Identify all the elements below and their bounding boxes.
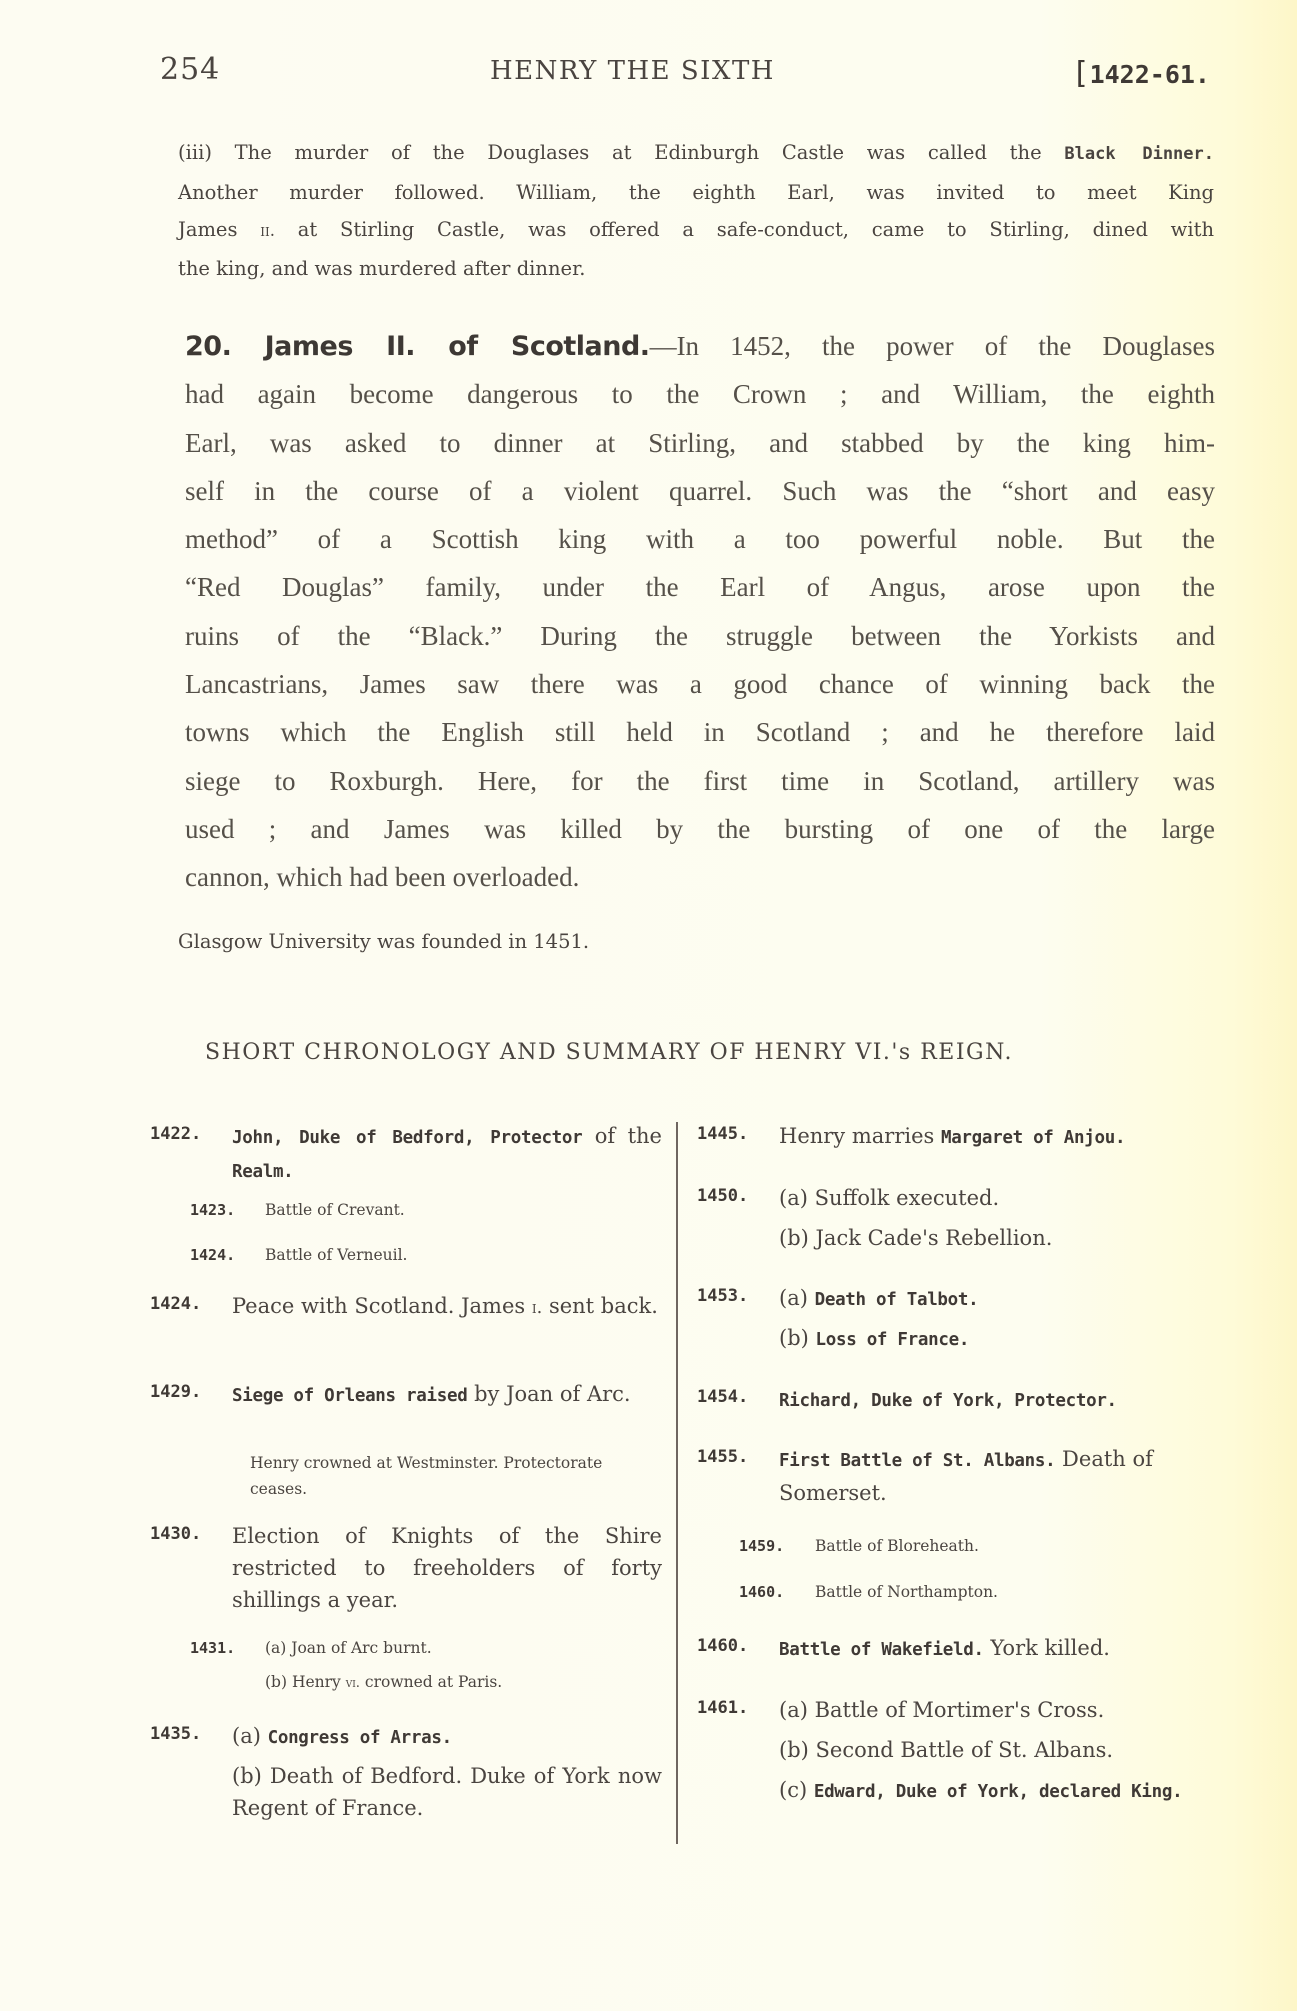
entry-text: Battle of Verneuil. [265, 1246, 408, 1264]
entry-text: (a) Battle of Mortimer's Cross. [779, 1698, 1105, 1722]
entry-text: Election of Knights of the Shire restricted to freeholders of forty shillings a year. [232, 1524, 662, 1612]
entry-text: Battle of Wakefield. York killed. [779, 1636, 1110, 1660]
note-line: the king, and was murdered after dinner. [178, 256, 586, 280]
section-line: Earl, was asked to dinner at Stirling, and stabbed by the king him- [185, 427, 1215, 458]
entry-year: 1460. [739, 1583, 785, 1601]
bracket: [ [1071, 56, 1090, 91]
aside-note: Glasgow University was founded in 1451. [178, 930, 590, 953]
entry-text: (b) Loss of France. [779, 1326, 970, 1350]
section-line: cannon, which had been overloaded. [185, 862, 580, 893]
section-line: self in the course of a violent quarrel. Such was the “short and easy [185, 475, 1215, 506]
note-line: (iii) The murder of the Douglases at Edinburgh Castle was called the Black Dinner. [178, 141, 1215, 164]
section-line: ruins of the “Black.” During the struggle between the Yorkists and [185, 620, 1215, 651]
column-divider [676, 1122, 678, 1844]
entry-text: Richard, Duke of York, Protector. [779, 1391, 1117, 1411]
entry-text: Siege of Orleans raised by Joan of Arc. [232, 1382, 631, 1406]
entry-text: Battle of Crevant. [265, 1201, 405, 1219]
section-line: used ; and James was killed by the bursting of one of the large [185, 813, 1215, 844]
section-line: siege to Roxburgh. Here, for the first time in Scotland, artillery was [185, 765, 1215, 796]
entry-year: 1435. [150, 1724, 202, 1744]
section-line: 20. James II. of Scotland.—In 1452, the power of the Douglases [185, 331, 1215, 362]
entry-text: (a) Joan of Arc burnt. [265, 1639, 432, 1657]
entry-year: 1431. [190, 1639, 236, 1657]
entry-year: 1461. [697, 1698, 749, 1718]
dates: 1422-61. [1089, 60, 1210, 89]
note-iii [178, 134, 1214, 287]
entry-year: 1423. [190, 1201, 236, 1219]
entry-text: (b) Second Battle of St. Albans. [779, 1738, 1114, 1762]
page-number: 254 [160, 52, 221, 87]
entry-text: (b) Jack Cade's Rebellion. [779, 1226, 1053, 1250]
running-dates [1072, 56, 1210, 91]
entry-year: 1430. [150, 1524, 202, 1544]
entry-year: 1454. [697, 1387, 749, 1407]
entry-year: 1424. [190, 1246, 236, 1264]
section-heading: 20. James II. of Scotland. [185, 331, 650, 362]
section-20 [185, 322, 1215, 902]
entry-year: 1455. [697, 1447, 749, 1467]
entry-text: Battle of Bloreheath. [815, 1537, 979, 1555]
entry-text: First Battle of St. Albans. Death of Somerset. [779, 1447, 1153, 1505]
section-line: Lancastrians, James saw there was a good chance of winning back the [185, 669, 1215, 700]
note-line: James ii. at Stirling Castle, was offered a safe-conduct, came to Stirling, dined with [178, 218, 1215, 241]
section-line: method” of a Scottish king with a too powerful noble. But the [185, 524, 1215, 555]
entry-year: 1453. [697, 1286, 749, 1306]
entry-year: 1422. [150, 1124, 202, 1144]
entry-text: (a) Congress of Arras. [232, 1724, 452, 1748]
entry-text: Battle of Northampton. [815, 1583, 998, 1601]
section-line: “Red Douglas” family, under the Earl of Angus, arose upon the [185, 572, 1215, 603]
entry-text: Peace with Scotland. James i. sent back. [232, 1294, 658, 1318]
entry-text: John, Duke of Bedford, Protector of the Realm. [232, 1124, 662, 1182]
running-title: HENRY THE SIXTH [490, 56, 775, 86]
entry-text: Henry crowned at Westminster. Protectorate ceases. [250, 1454, 603, 1498]
entry-year: 1460. [697, 1636, 749, 1656]
black-dinner-term: Black Dinner. [1064, 144, 1215, 164]
entry-year: 1450. [697, 1186, 749, 1206]
entry-text: (b) Death of Bedford. Duke of York now Regent of France. [232, 1764, 662, 1820]
section-line: towns which the English still held in Scotland ; and he therefore laid [185, 717, 1215, 748]
entry-text: Henry marries Margaret of Anjou. [779, 1124, 1126, 1148]
chronology-title: SHORT CHRONOLOGY AND SUMMARY OF HENRY VI.'s REIGN. [205, 1040, 1013, 1065]
entry-year: 1424. [150, 1294, 202, 1314]
entry-text: (b) Henry vi. crowned at Paris. [265, 1673, 503, 1691]
entry-year: 1429. [150, 1382, 202, 1402]
note-line: Another murder followed. William, the eighth Earl, was invited to meet King [178, 180, 1214, 204]
entry-text: (a) Death of Talbot. [779, 1286, 979, 1310]
entry-year: 1445. [697, 1124, 749, 1144]
entry-text: (a) Suffolk executed. [779, 1186, 1000, 1210]
entry-text: (c) Edward, Duke of York, declared King. [779, 1778, 1183, 1802]
entry-year: 1459. [739, 1537, 785, 1555]
running-head [160, 52, 1210, 92]
section-line: had again become dangerous to the Crown ; and William, the eighth [185, 379, 1215, 410]
